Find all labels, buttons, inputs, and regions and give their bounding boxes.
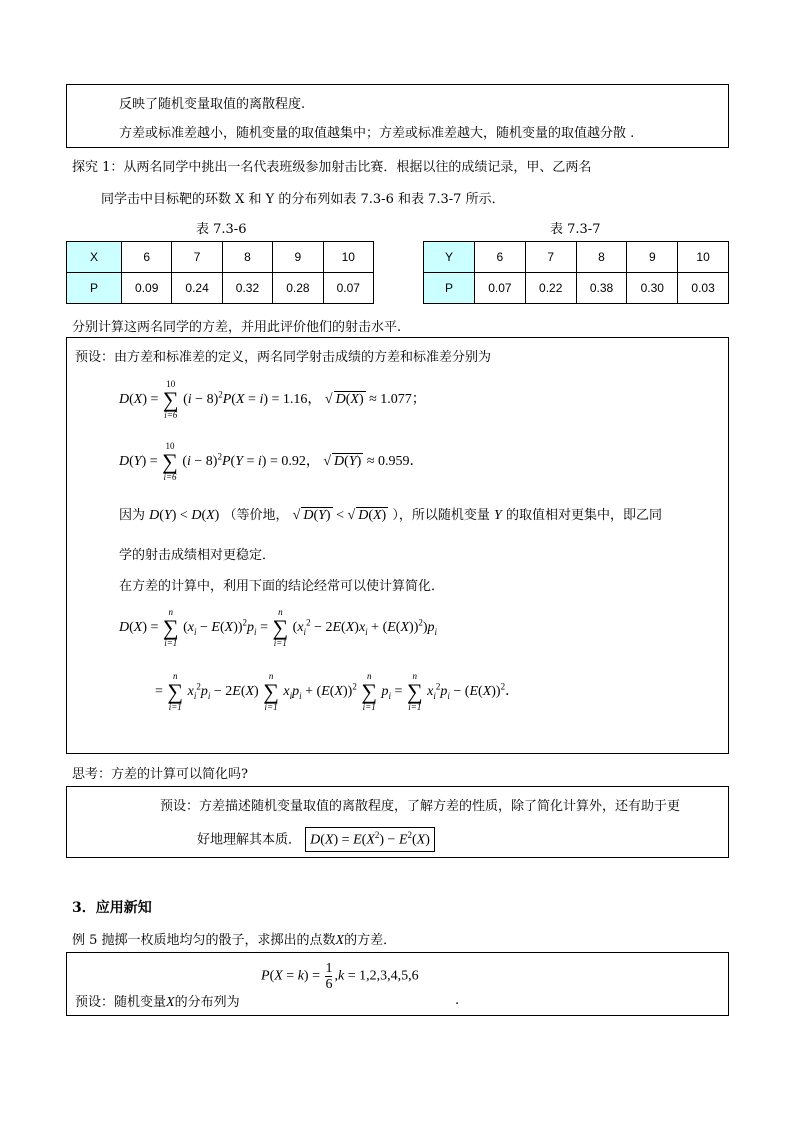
- expansion-formula-1: D(X) = n ∑ i=1 $(x_i - E(X))^2p_i$ = n ∑ i=1 $(x_i^2 - 2E(X)x_i + (E(X))^2)p_i$: [119, 607, 438, 648]
- table-row: [67, 242, 374, 273]
- dy-formula: D(Y) = 10 ∑ i=6 $(i - 8)^2P(Y = i) = 0.92$， √ D(Y) ≈ 0.959．: [119, 441, 424, 482]
- top-note-box: [66, 84, 729, 148]
- table-cell: 0.28: [273, 273, 323, 304]
- think-label: 思考：方差的计算可以简化吗?: [72, 767, 248, 782]
- explore-line-1: 探究 1：从两名同学中挑出一名代表班级参加射击比赛．根据以往的成绩记录，甲、乙两名: [72, 160, 592, 175]
- table-cell: 0.07: [475, 273, 526, 304]
- because-line: 因为 D(Y) < D(X) （等价地， √ D(Y) < √ D(X) ），所以随机变量 Y 的取值相对更集中，即乙同: [119, 508, 662, 523]
- section-heading: 3．应用新知: [72, 900, 152, 916]
- table-cell: 0.22: [525, 273, 576, 304]
- table-header-cell: Y: [424, 242, 475, 273]
- die-distribution-formula: P(X = k) = $\frac{1}{6}$ ,k = 1,2,3,4,5,6: [261, 961, 419, 992]
- table-cell: 0.32: [222, 273, 272, 304]
- table-cell: 6: [475, 242, 526, 273]
- table-row: [67, 273, 374, 304]
- table-cell: 7: [172, 242, 222, 273]
- sum-sign: n ∑ i=1: [361, 671, 378, 712]
- explore-line-2: 同学击中目标靶的环数 X 和 Y 的分布列如表 7.3-6 和表 7.3-7 所示．: [101, 192, 505, 207]
- table-1-caption: 表 7.3-6: [196, 222, 247, 237]
- table-cell: 10: [678, 242, 729, 273]
- table-cell: 10: [323, 242, 373, 273]
- sum-sign: 10 ∑ i=6: [162, 379, 179, 420]
- distribution-table-x: [66, 241, 374, 304]
- table-cell: 0.38: [576, 273, 627, 304]
- table-cell: 0.30: [627, 273, 678, 304]
- sum-sign: n ∑ i=1: [167, 671, 184, 712]
- top-note-line-1: 反映了随机变量取值的离散程度.: [119, 97, 306, 112]
- table-cell: 8: [222, 242, 272, 273]
- answer-intro: 预设：由方差和标准差的定义，两名同学射击成绩的方差和标准差分别为: [75, 350, 492, 365]
- expansion-formula-2: = n ∑ i=1 $x_i^2p_i - 2E(X)$ n ∑ i=1 $x_ip_i + (E(X))^2$ n ∑ i=1 $p_i$ = n ∑ i=1 $x_i^2p_i - (E(X))^2$．: [155, 671, 520, 712]
- table-2-caption: 表 7.3-7: [550, 222, 601, 237]
- sum-sign: n ∑ i=1: [162, 607, 179, 648]
- table-header-cell: P: [424, 273, 475, 304]
- table-row: [424, 273, 729, 304]
- sum-sign: 10 ∑ i=6: [162, 441, 178, 482]
- table-cell: 0.24: [172, 273, 222, 304]
- variance-identity-formula: $D(X) = E(X^2) - E^2(X)$: [305, 827, 435, 852]
- think-line-1: 预设：方差描述随机变量取值的离散程度，了解方差的性质，除了简化计算外，还有助于更: [160, 799, 681, 814]
- table-header-cell: P: [67, 273, 122, 304]
- example-answer-box: [66, 952, 729, 1016]
- period-mark: .: [455, 993, 460, 1008]
- fraction: $\frac{1}{6}$: [325, 961, 333, 992]
- think-line-2: 好地理解其本质． $D(X) = E(X^2) - E^2(X)$: [197, 827, 435, 852]
- table-cell: 9: [627, 242, 678, 273]
- sum-sign: n ∑ i=1: [263, 671, 279, 712]
- dx-formula: D(X) = 10 ∑ i=6 $(i - 8)^2P(X = i) = 1.16$， √ D(X) ≈ 1.077；: [119, 379, 426, 420]
- task-text: 分别计算这两名同学的方差，并用此评价他们的射击水平.: [72, 320, 402, 335]
- table-cell: 6: [122, 242, 172, 273]
- answer-box: [66, 337, 729, 754]
- sum-sign: n ∑ i=1: [406, 671, 423, 712]
- example-5: 例 5 抛掷一枚质地均匀的骰子，求掷出的点数X的方差．: [72, 933, 397, 948]
- sum-sign: n ∑ i=1: [272, 607, 289, 648]
- top-note-line-2: 方差或标准差越小，随机变量的取值越集中；方差或标准差越大，随机变量的取值越分散 .: [119, 126, 635, 141]
- example-preset: 预设：随机变量X的分布列为: [75, 995, 240, 1010]
- table-cell: 0.03: [678, 273, 729, 304]
- simplify-intro: 在方差的计算中，利用下面的结论经常可以使计算简化．: [119, 579, 445, 594]
- table-cell: 7: [525, 242, 576, 273]
- table-row: [424, 242, 729, 273]
- stability-line: 学的射击成绩相对更稳定．: [119, 548, 276, 563]
- think-box: [66, 786, 729, 858]
- distribution-table-y: [423, 241, 729, 304]
- table-cell: 0.07: [323, 273, 373, 304]
- table-cell: 8: [576, 242, 627, 273]
- table-cell: 0.09: [122, 273, 172, 304]
- table-cell: 9: [273, 242, 323, 273]
- table-header-cell: X: [67, 242, 122, 273]
